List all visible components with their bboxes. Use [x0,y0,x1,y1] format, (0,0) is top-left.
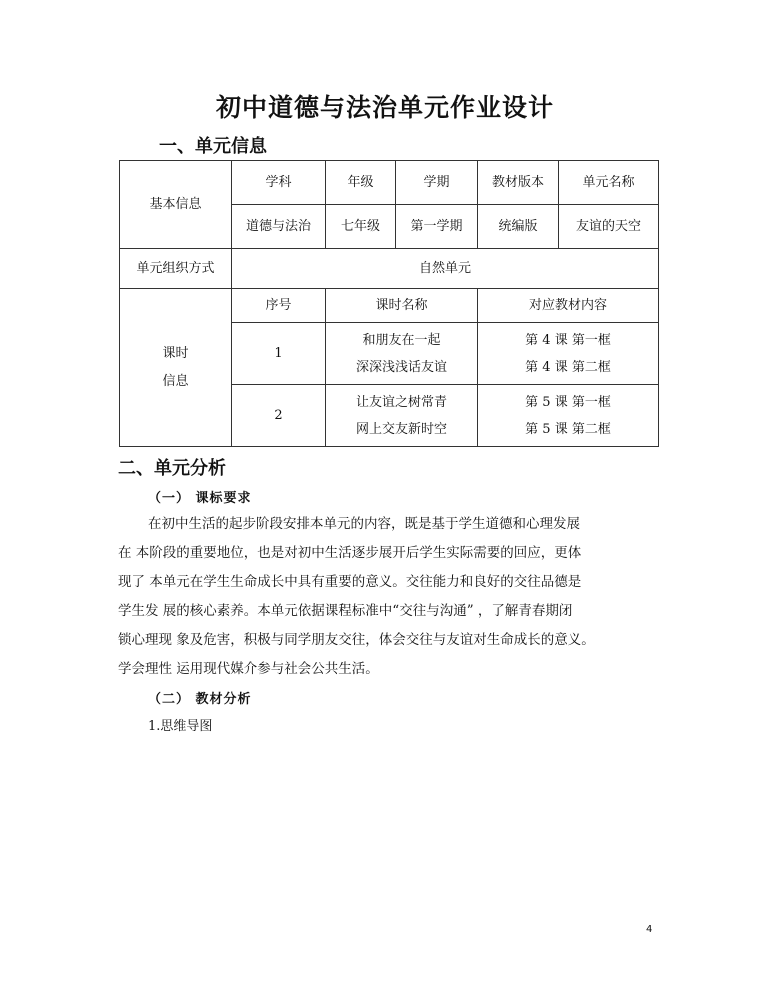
lesson-name [326,385,478,447]
lesson-info-label-line2: 信息 [162,373,189,389]
value-grade: 七年级 [326,205,396,249]
lesson-content-line: 第 4 课 第二框 [525,359,611,375]
value-subject: 道德与法治 [232,205,326,249]
paragraph-line: 在初中生活的起步阶段安排本单元的内容，既是基于学生道德和心理发展 [148,516,580,532]
curriculum-paragraph [118,510,670,684]
lesson-no: 2 [232,385,326,447]
section-heading-unit-analysis: 二、单元分析 [118,458,226,479]
header-lesson-no: 序号 [232,289,326,323]
item-mind-map: 1.思维导图 [148,719,213,734]
section-heading-unit-info: 一、单元信息 [159,136,267,157]
lesson-name [326,323,478,385]
header-grade: 年级 [326,161,396,205]
subheading-curriculum-requirements: （一） 课标要求 [148,491,252,506]
paragraph-line: 学会理性 运用现代媒介参与社会公共生活。 [118,661,379,677]
lesson-name-line: 让友谊之树常青 [355,394,447,410]
lesson-content-line: 第 4 课 第一框 [525,332,611,348]
lesson-no: 1 [232,323,326,385]
paragraph-line: 锁心理现 象及危害，积极与同学朋友交往，体会交往与友谊对生命成长的意义。 [118,632,595,648]
value-edition: 统编版 [478,205,559,249]
lesson-content-line: 第 5 课 第二框 [525,421,611,437]
header-edition: 教材版本 [478,161,559,205]
header-lesson-content: 对应教材内容 [478,289,659,323]
header-semester: 学期 [396,161,478,205]
subheading-textbook-analysis: （二） 教材分析 [148,692,252,707]
paragraph-line: 现了 本单元在学生生命成长中具有重要的意义。交往能力和良好的交往品德是 [118,574,582,590]
page-number: 4 [646,924,653,935]
basic-info-label: 基本信息 [120,161,232,249]
header-subject: 学科 [232,161,326,205]
lesson-content [478,385,659,447]
header-lesson-name: 课时名称 [326,289,478,323]
value-semester: 第一学期 [396,205,478,249]
lesson-info-label-line1: 课时 [162,345,189,361]
paragraph-line: 在 本阶段的重要地位，也是对初中生活逐步展开后学生实际需要的回应，更体 [118,545,582,561]
document-title: 初中道德与法治单元作业设计 [215,93,554,122]
lesson-content [478,323,659,385]
lesson-content-line: 第 5 课 第一框 [525,394,611,410]
lesson-name-line: 深深浅浅话友谊 [355,359,447,375]
org-value: 自然单元 [232,249,659,289]
unit-info-table [119,160,659,447]
paragraph-line: 学生发 展的核心素养。本单元依据课程标准中“交往与沟通” ，了解青春期闭 [118,603,573,619]
lesson-name-line: 和朋友在一起 [362,332,441,348]
value-unit-name: 友谊的天空 [559,205,659,249]
lesson-info-label [120,289,232,447]
org-label: 单元组织方式 [120,249,232,289]
lesson-name-line: 网上交友新时空 [355,421,447,437]
header-unit-name: 单元名称 [559,161,659,205]
